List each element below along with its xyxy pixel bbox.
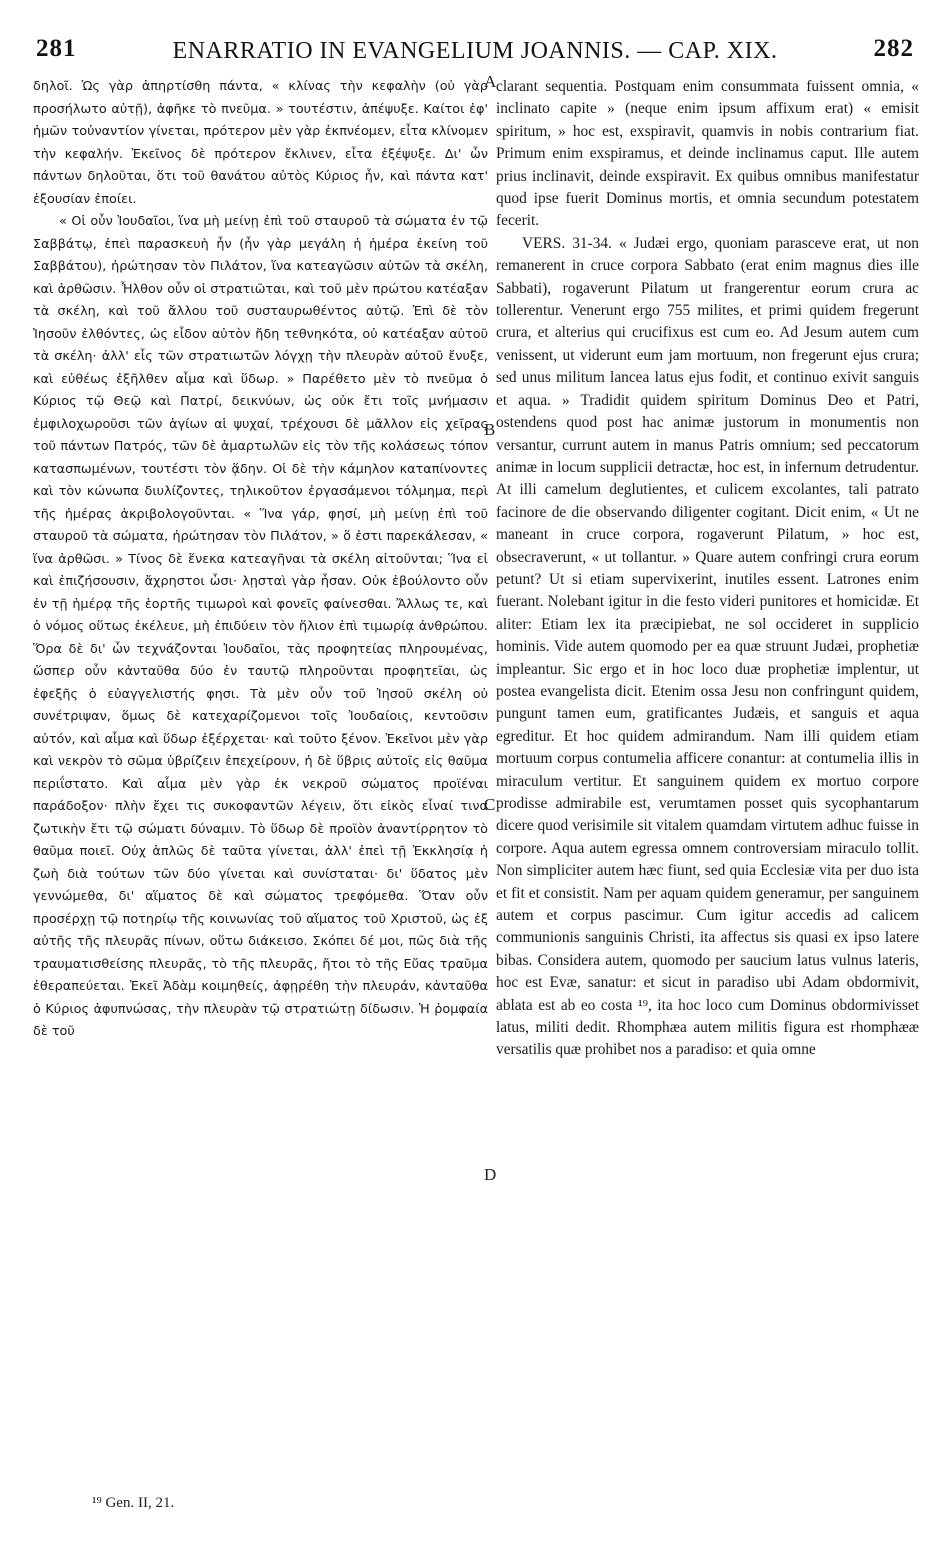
page-header [0, 0, 950, 72]
margin-marker-c: C [484, 795, 496, 814]
greek-text-column [33, 76, 488, 1488]
page-number-right: 282 [873, 35, 914, 62]
margin-marker-b: B [484, 420, 496, 439]
latin-paragraph: VERS. 31-34. « Judæi ergo, quoniam parasceve erat, ut non remanerent in cruce corpora Sabbato (erat enim magnus dies ille Sabbati), rogaverunt Pilatum ut frangerentur eorum crura ac tollerentur. Venerunt ergo 755 milites, et primi quidem fregerunt crura, et alterius qui crucifixus est cum eo. Ad Jesum autem cum venissent, ut viderunt eum jam mortuum, non fregerunt ejus crura; sed unus militum lancea latus ejus fodit, et continuo exivit sanguis et aqua. » Tradidit quidem spiritum Dominus Deo et Patri, ostendens quod post hac animæ justorum in monumentis non versantur, currunt autem in manus Patris omnium; sed peccatorum animæ in locum supplicii detractæ, hoc est, in infernum detrudentur. At illi camelum deglutientes, et culicem excolantes, tali patrato facinore de die observando diligenter cogitant. Dicit enim, « Ut ne maneant in cruce corpora, rogaverunt Pilatum, » hoc est, obsecraverunt, « ut tollantur. » Quare autem confringi crura eorum petunt? Ut si etiam supervixerint, inutiles essent. Latrones enim fuerant. Nolebant igitur in die festo videri punitores et homicidæ. Et aliter: Etiam lex ita præcipiebat, ne sol occideret in supplicio hominis. Vide autem quomodo per ea quæ struunt Judæi, prophetiæ impleantur. Sic ergo et in hoc loco duæ prophetiæ implentur, ut postea evangelista dicit. Etenim ossa Jesu non confringunt quidem, pungunt tamen eum, gratificantes Judæis, et sanguis et aqua egreditur. Et hoc quidem admirandum. Nam illi quidem etiam mortuum corpus contumelia afficere conantur: at contumelia illis in miraculum vertitur. Et sanguinem quidem ex mortuo corpore prodisse admirabile est, verumtamen posset quis sycophantarum dicere quod verisimile sit vitalem quamdam virtutem adhuc fuisse in corpore. Aqua autem egressa omnem controversiam miraculo tollit. Non simpliciter autem hæc fiunt, sed quia Ecclesiæ vita per duo ista et fit et consistit. Nam per aquam quidem generamur, per sanguinem autem et corpus pascimur. Cum igitur accedis ad calicem communionis sanguinis Christi, ita affectus sis quasi ex ipso latere bibas. Considera autem, quomodo per saucium latus vulnus lateris, hoc est Evæ, sanatur: et sicut in paradiso ubi Adam obdormivit, ablata est ab eo costa ¹⁹, ita hoc loco cum Dominus obdormivisset latus, militi dedit. Rhomphæa autem militis figura est rhomphææ versatilis quæ prohibet nos a paradiso: et quia omne [496, 234, 919, 1059]
page-number-left: 281 [36, 35, 77, 62]
greek-paragraph: δηλοῖ. Ὡς γὰρ ἀπηρτίσθη πάντα, « κλίνας τὴν κεφαλὴν (οὐ γὰρ προσήλωτο αὐτῇ), ἀφῆκε τὸ πνεῦμα. » τουτέστιν, ἀπέψυξε. Καίτοι ἐφ' ἡμῶν τοὐναντίον γίνεται, πρότερον μὲν γὰρ ἐκπνέομεν, εἶτα κλίνομεν τὴν κεφαλήν. Ἐκεῖνος δὲ πρότερον ἔκλινεν, εἶτα ἐξέψυξε. Δι' ὧν πάντων δηλοῦται, ὅτι τοῦ θανάτου αὐτὸς Κύριος ἦν, καὶ πάντα κατ' ἐξουσίαν ἐποίει. [33, 79, 488, 207]
margin-marker-a: A [484, 72, 497, 91]
latin-paragraph: clarant sequentia. Postquam enim consummata fuissent omnia, « inclinato capite » (neque enim ipsum affixum erat) « emisit spiritum, » hoc est, exspiravit, quamvis in nobis contrarium fiat. Primum enim exspiramus, et deinde inclinamus caput. Ille autem prius inclinavit, deinde exspiravit. Ex quibus omnibus manifestatur quod ipse fuerit Dominus mortis, et omnia secundum potestatem fecerit. [496, 78, 919, 230]
greek-paragraph: « Οἱ οὖν Ἰουδαῖοι, ἵνα μὴ μείνῃ ἐπὶ τοῦ σταυροῦ τὰ σώματα ἐν τῷ Σαββάτῳ, ἐπεὶ παρασκευὴ ἦν (ἦν γὰρ μεγάλη ἡ ἡμέρα ἐκείνη τοῦ Σαββάτου), ἠρώτησαν τὸν Πιλάτον, ἵνα κατεαγῶσιν αὐτῶν τὰ σκέλη, καὶ ἀρθῶσιν. Ἦλθον οὖν οἱ στρατιῶται, καὶ τοῦ μὲν πρώτου κατέαξαν τὰ σκέλη, καὶ τοῦ ἄλλου τοῦ συσταυρωθέντος αὐτῷ. Ἐπὶ δὲ τὸν Ἰησοῦν ἐλθόντες, ὡς εἶδον αὐτὸν ἤδη τεθνηκότα, οὐ κατέαξαν αὐτοῦ τὰ σκέλη· ἀλλ' εἷς τῶν στρατιωτῶν λόγχῃ τὴν πλευρὰν αὐτοῦ ἔνυξε, καὶ εὐθέως ἐξῆλθεν αἷμα καὶ ὕδωρ. » Παρέθετο μὲν τὸ πνεῦμα ὁ Κύριος τῷ Θεῷ καὶ Πατρί, δεικνύων, ὡς οὐκ ἔτι τοῖς μνήμασιν ἐμφιλοχωροῦσι τῶν ἁγίων αἱ ψυχαί, τρέχουσι δὲ μᾶλλον εἰς χεῖρας τοῦ πάντων Πατρός, τῶν δὲ ἁμαρτωλῶν εἰς τὸν τῆς κολάσεως τόπον κατασπωμένων, τουτέστι τὸν ᾅδην. Οἱ δὲ τὴν κάμηλον καταπίνοντες καὶ τὸν κώνωπα διυλίζοντες, τηλικοῦτον ἐργασάμενοι τόλμημα, περὶ τῆς ἡμέρας ἀκριβολογοῦνται. « Ἵνα γάρ, φησί, μὴ μείνῃ ἐπὶ τοῦ σταυροῦ τὰ σώματα, ἠρώτησαν τὸν Πιλάτον, » ὅ ἐστι παρεκάλεσαν, « ἵνα ἀρθῶσι. » Τίνος δὲ ἕνεκα κατεαγῆναι τὰ σκέλη αἰτοῦνται; Ἵνα εἰ καὶ ἐπιζήσουσιν, ἄχρηστοι ὦσι· λῃσταὶ γὰρ ἦσαν. Οὐκ ἐβούλοντο οὖν ἐν τῇ ἡμέρᾳ τῆς ἑορτῆς τιμωροὶ καὶ φονεῖς φαίνεσθαι. Ἄλλως τε, καὶ ὁ νόμος οὕτως ἐκέλευε, μὴ ἐπιδύειν τὸν ἥλιον ἐπὶ τιμωρίᾳ ἀνθρώπου. Ὅρα δὲ δι' ὧν τεχνάζονται Ἰουδαῖοι, τὰς προφητείας πληρουμένας, ὥσπερ οὖν κἀνταῦθα δύο ἐν ταυτῷ πληροῦνται προφητεῖαι, ὡς ἐφεξῆς ὁ εὐαγγελιστής φησι. Τὰ μὲν οὖν τοῦ Ἰησοῦ σκέλη οὐ συνέτριψαν, ὅμως δὲ κατεχαρίζομενοι τοῖς Ἰουδαίοις, κεντοῦσιν αὐτόν, καὶ αἷμα καὶ ὕδωρ ἐξέρχεται· καὶ τοῦτο ξένον. Ἐκεῖνοι μὲν γὰρ καὶ νεκρὸν τὸ σῶμα ὑβρίζειν ἐπεχείρουν, ἡ δὲ ὕβρις αὐτοῖς εἰς θαῦμα περιΐστατο. Καὶ αἷμα μὲν γὰρ ἐκ νεκροῦ σώματος προϊέναι παράδοξον· πλὴν ἔχει τις συκοφαντῶν λέγειν, ὅτι εἰκὸς εἶναί τινα ζωτικὴν ἔτι τῷ σώματι δύναμιν. Τὸ ὕδωρ δὲ προϊὸν ἀναντίρρητον τὸ θαῦμα ποιεῖ. Οὐχ ἁπλῶς δὲ ταῦτα γίνεται, ἀλλ' ἐπεὶ τῇ Ἐκκλησίᾳ ἡ ζωὴ διὰ τούτων τῶν δύο γίνεται καὶ συνίσταται· δι' ὕδατος μὲν γεννώμεθα, δι' αἵματος δὲ καὶ σώματος τρεφόμεθα. Ὅταν οὖν προσέρχῃ τῷ ποτηρίῳ τῆς κοινωνίας τοῦ αἵματος τοῦ Χριστοῦ, ὡς ἐξ αὐτῆς τῆς πλευρᾶς πίνων, οὕτω διάκεισο. Σκόπει δέ μοι, πῶς διὰ τῆς τραυματισθείσης πλευρᾶς, τὸ τῆς πλευρᾶς, ἤτοι τὸ τῆς Εὔας τραῦμα ἐθεραπεύεται. Ἐκεῖ Ἀδὰμ κοιμηθείς, ἀφῃρέθη τὴν πλευράν, κἀνταῦθα ὁ Κύριος ἀφυπνώσας, τὴν πλευρὰν τῷ στρατιώτῃ δίδωσιν. Ἡ ῥομφαία δὲ τοῦ [33, 214, 488, 1039]
latin-text-column [496, 76, 919, 1488]
footnote: ¹⁹ Gen. II, 21. [92, 1495, 175, 1511]
running-title: ENARRATIO IN EVANGELIUM JOANNIS. — CAP. XIX. [172, 38, 778, 64]
margin-marker-d: D [484, 1165, 497, 1184]
